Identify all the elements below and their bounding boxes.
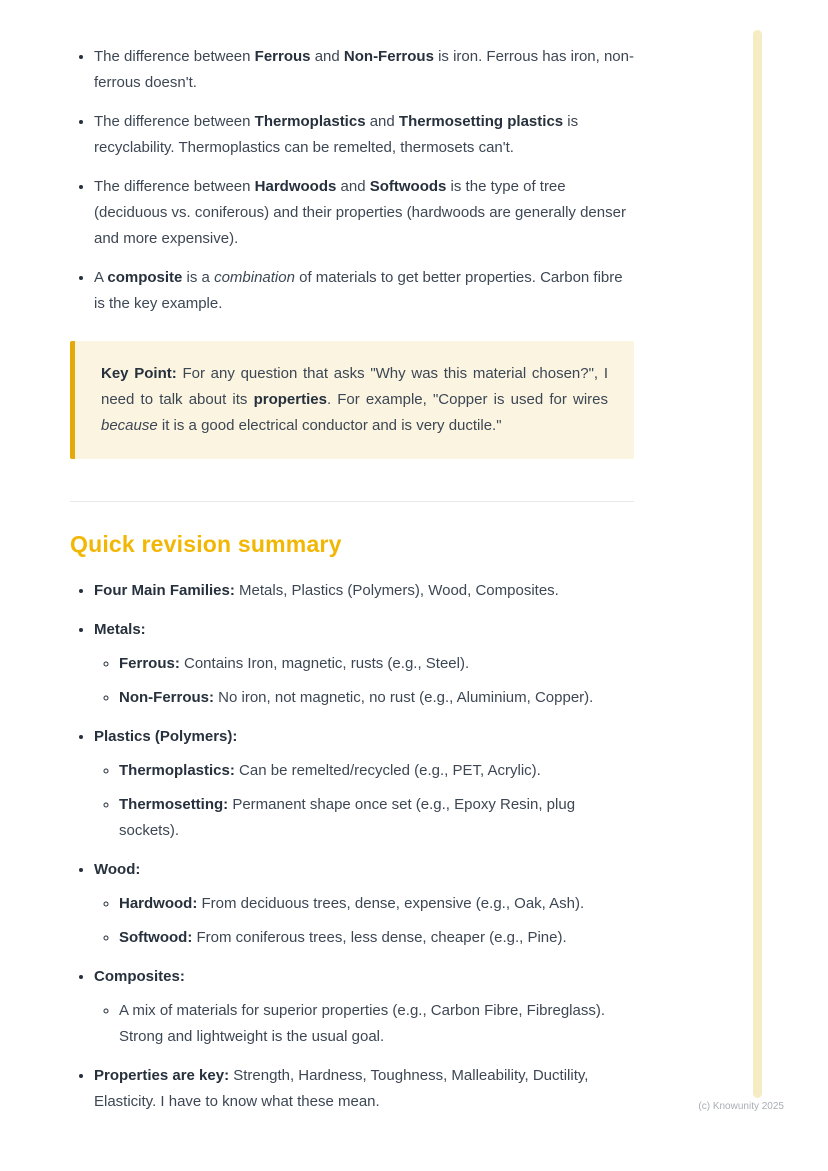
list-item-text: Four Main Families: Metals, Plastics (Polymers), Wood, Composites. bbox=[94, 582, 559, 599]
sub-list-item: ◦ Softwood: From coniferous trees, less dense, cheaper (e.g., Pine). bbox=[119, 925, 634, 951]
list-item: • The difference between Thermoplastics and Thermosetting plastics is recyclability. Thermoplastics can be remelted, thermosets can't. bbox=[94, 109, 634, 161]
list-item bbox=[94, 857, 634, 951]
sub-list bbox=[94, 891, 634, 951]
notes-page bbox=[70, 44, 634, 1128]
sub-list-item: ◦ Hardwood: From deciduous trees, dense, expensive (e.g., Oak, Ash). bbox=[119, 891, 634, 917]
list-item bbox=[94, 617, 634, 711]
sub-list-item: ◦ Thermosetting: Permanent shape once set (e.g., Epoxy Resin, plug sockets). bbox=[119, 792, 634, 844]
sub-list-item: ◦ Ferrous: Contains Iron, magnetic, rusts (e.g., Steel). bbox=[119, 651, 634, 677]
list-item-text: Composites: bbox=[94, 968, 185, 985]
list-item: • The difference between Ferrous and Non-Ferrous is iron. Ferrous has iron, non-ferrous doesn't. bbox=[94, 44, 634, 96]
sub-list-item: ◦ A mix of materials for superior properties (e.g., Carbon Fibre, Fibreglass). Strong and lightweight is the usual goal. bbox=[119, 998, 634, 1050]
list-item-text: Plastics (Polymers): bbox=[94, 728, 238, 745]
list-item-text: Properties are key: Strength, Hardness, Toughness, Malleability, Ductility, Elasticity. I have to know what these mean. bbox=[94, 1067, 589, 1110]
list-item-text: Metals: bbox=[94, 621, 146, 638]
sub-list bbox=[94, 998, 634, 1050]
sub-list-item: ◦ Thermoplastics: Can be remelted/recycled (e.g., PET, Acrylic). bbox=[119, 758, 634, 784]
page-edge-stripe bbox=[753, 30, 762, 1098]
list-item bbox=[94, 578, 634, 604]
list-item bbox=[94, 1063, 634, 1115]
summary-list bbox=[70, 578, 634, 1115]
intro-list bbox=[70, 44, 634, 317]
list-item-text: Wood: bbox=[94, 861, 141, 878]
section-heading: Quick revision summary bbox=[70, 531, 342, 557]
sub-list bbox=[94, 651, 634, 711]
footer-credit: (c) Knowunity 2025 bbox=[698, 1101, 784, 1112]
list-item bbox=[94, 724, 634, 844]
list-item: • A composite is a combination of materials to get better properties. Carbon fibre is the key example. bbox=[94, 265, 634, 317]
section-divider bbox=[70, 501, 634, 502]
list-item bbox=[94, 964, 634, 1050]
list-item: • The difference between Hardwoods and Softwoods is the type of tree (deciduous vs. coniferous) and their properties (hardwoods are generally denser and more expensive). bbox=[94, 174, 634, 252]
sub-list-item: ◦ Non-Ferrous: No iron, not magnetic, no rust (e.g., Aluminium, Copper). bbox=[119, 685, 634, 711]
key-point-text: Key Point: For any question that asks "Why was this material chosen?", I need to talk about its properties. For example, "Copper is used for wires because it is a good electrical conductor and is very ductile." bbox=[101, 365, 608, 434]
sub-list bbox=[94, 758, 634, 844]
key-point-callout bbox=[70, 341, 634, 459]
